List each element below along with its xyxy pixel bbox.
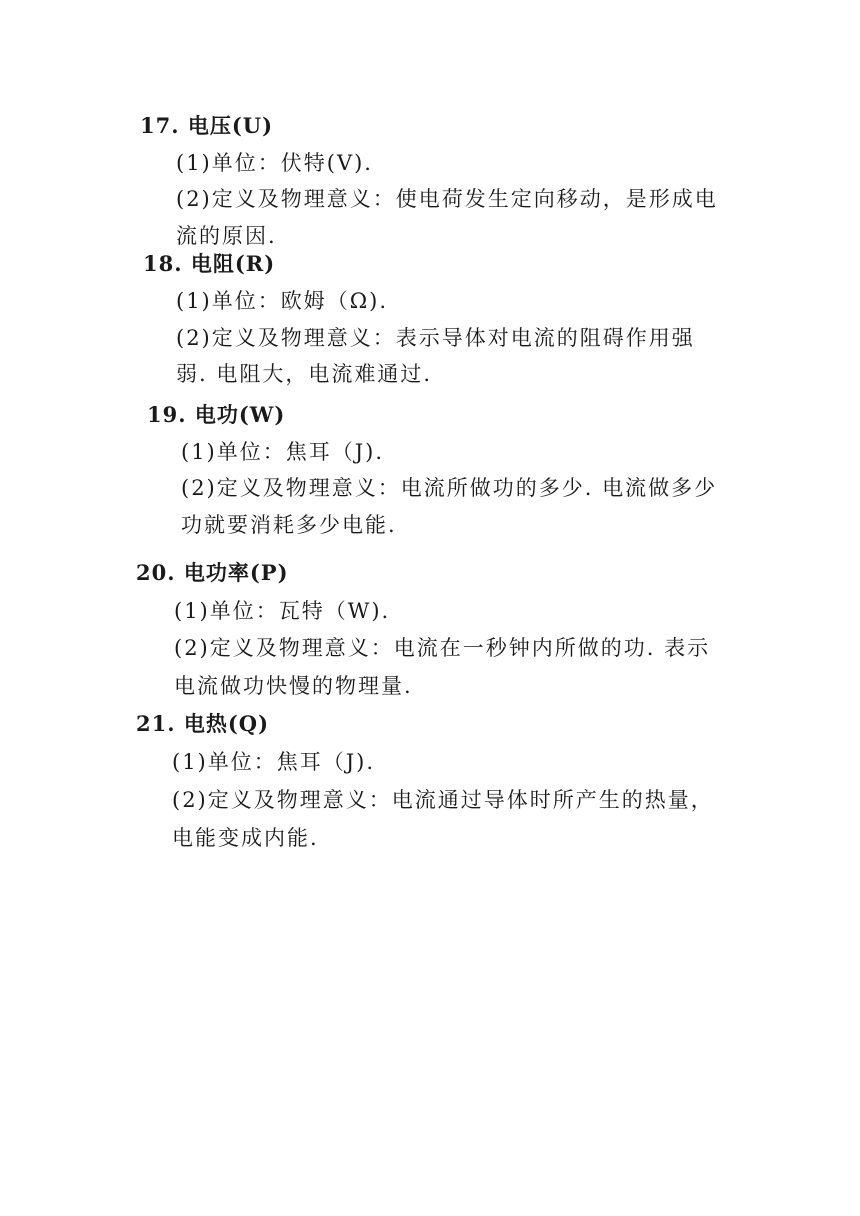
section-heading: 19. 电功(W) bbox=[147, 402, 286, 427]
unit-line: (1)单位：伏特(V). bbox=[176, 151, 373, 175]
unit-line: (1)单位：焦耳（J). bbox=[181, 440, 385, 464]
section-heading: 21. 电热(Q) bbox=[136, 711, 270, 736]
unit-line: (1)单位：瓦特（W). bbox=[174, 599, 391, 623]
definition-line-continued: 电能变成内能. bbox=[172, 826, 319, 850]
definition-line-continued: 弱. 电阻大，电流难通过. bbox=[176, 362, 433, 386]
section-heading: 17. 电压(U) bbox=[140, 113, 274, 138]
definition-line-continued: 功就要消耗多少电能. bbox=[181, 513, 397, 537]
section-heading: 20. 电功率(P) bbox=[136, 560, 289, 585]
definition-line: (2)定义及物理意义：电流通过导体时所产生的热量， bbox=[172, 788, 714, 812]
definition-line-continued: 流的原因. bbox=[176, 224, 277, 248]
definition-line: (2)定义及物理意义：使电荷发生定向移动，是形成电 bbox=[176, 187, 718, 211]
unit-line: (1)单位：欧姆（Ω). bbox=[176, 289, 389, 313]
definition-line: (2)定义及物理意义：表示导体对电流的阻碍作用强 bbox=[176, 326, 695, 350]
definition-line-continued: 电流做功快慢的物理量. bbox=[174, 674, 413, 698]
definition-line: (2)定义及物理意义：电流在一秒钟内所做的功. 表示 bbox=[174, 636, 711, 660]
section-heading: 18. 电阻(R) bbox=[143, 251, 276, 276]
unit-line: (1)单位：焦耳（J). bbox=[172, 750, 376, 774]
definition-line: (2)定义及物理意义：电流所做功的多少. 电流做多少 bbox=[181, 476, 718, 500]
